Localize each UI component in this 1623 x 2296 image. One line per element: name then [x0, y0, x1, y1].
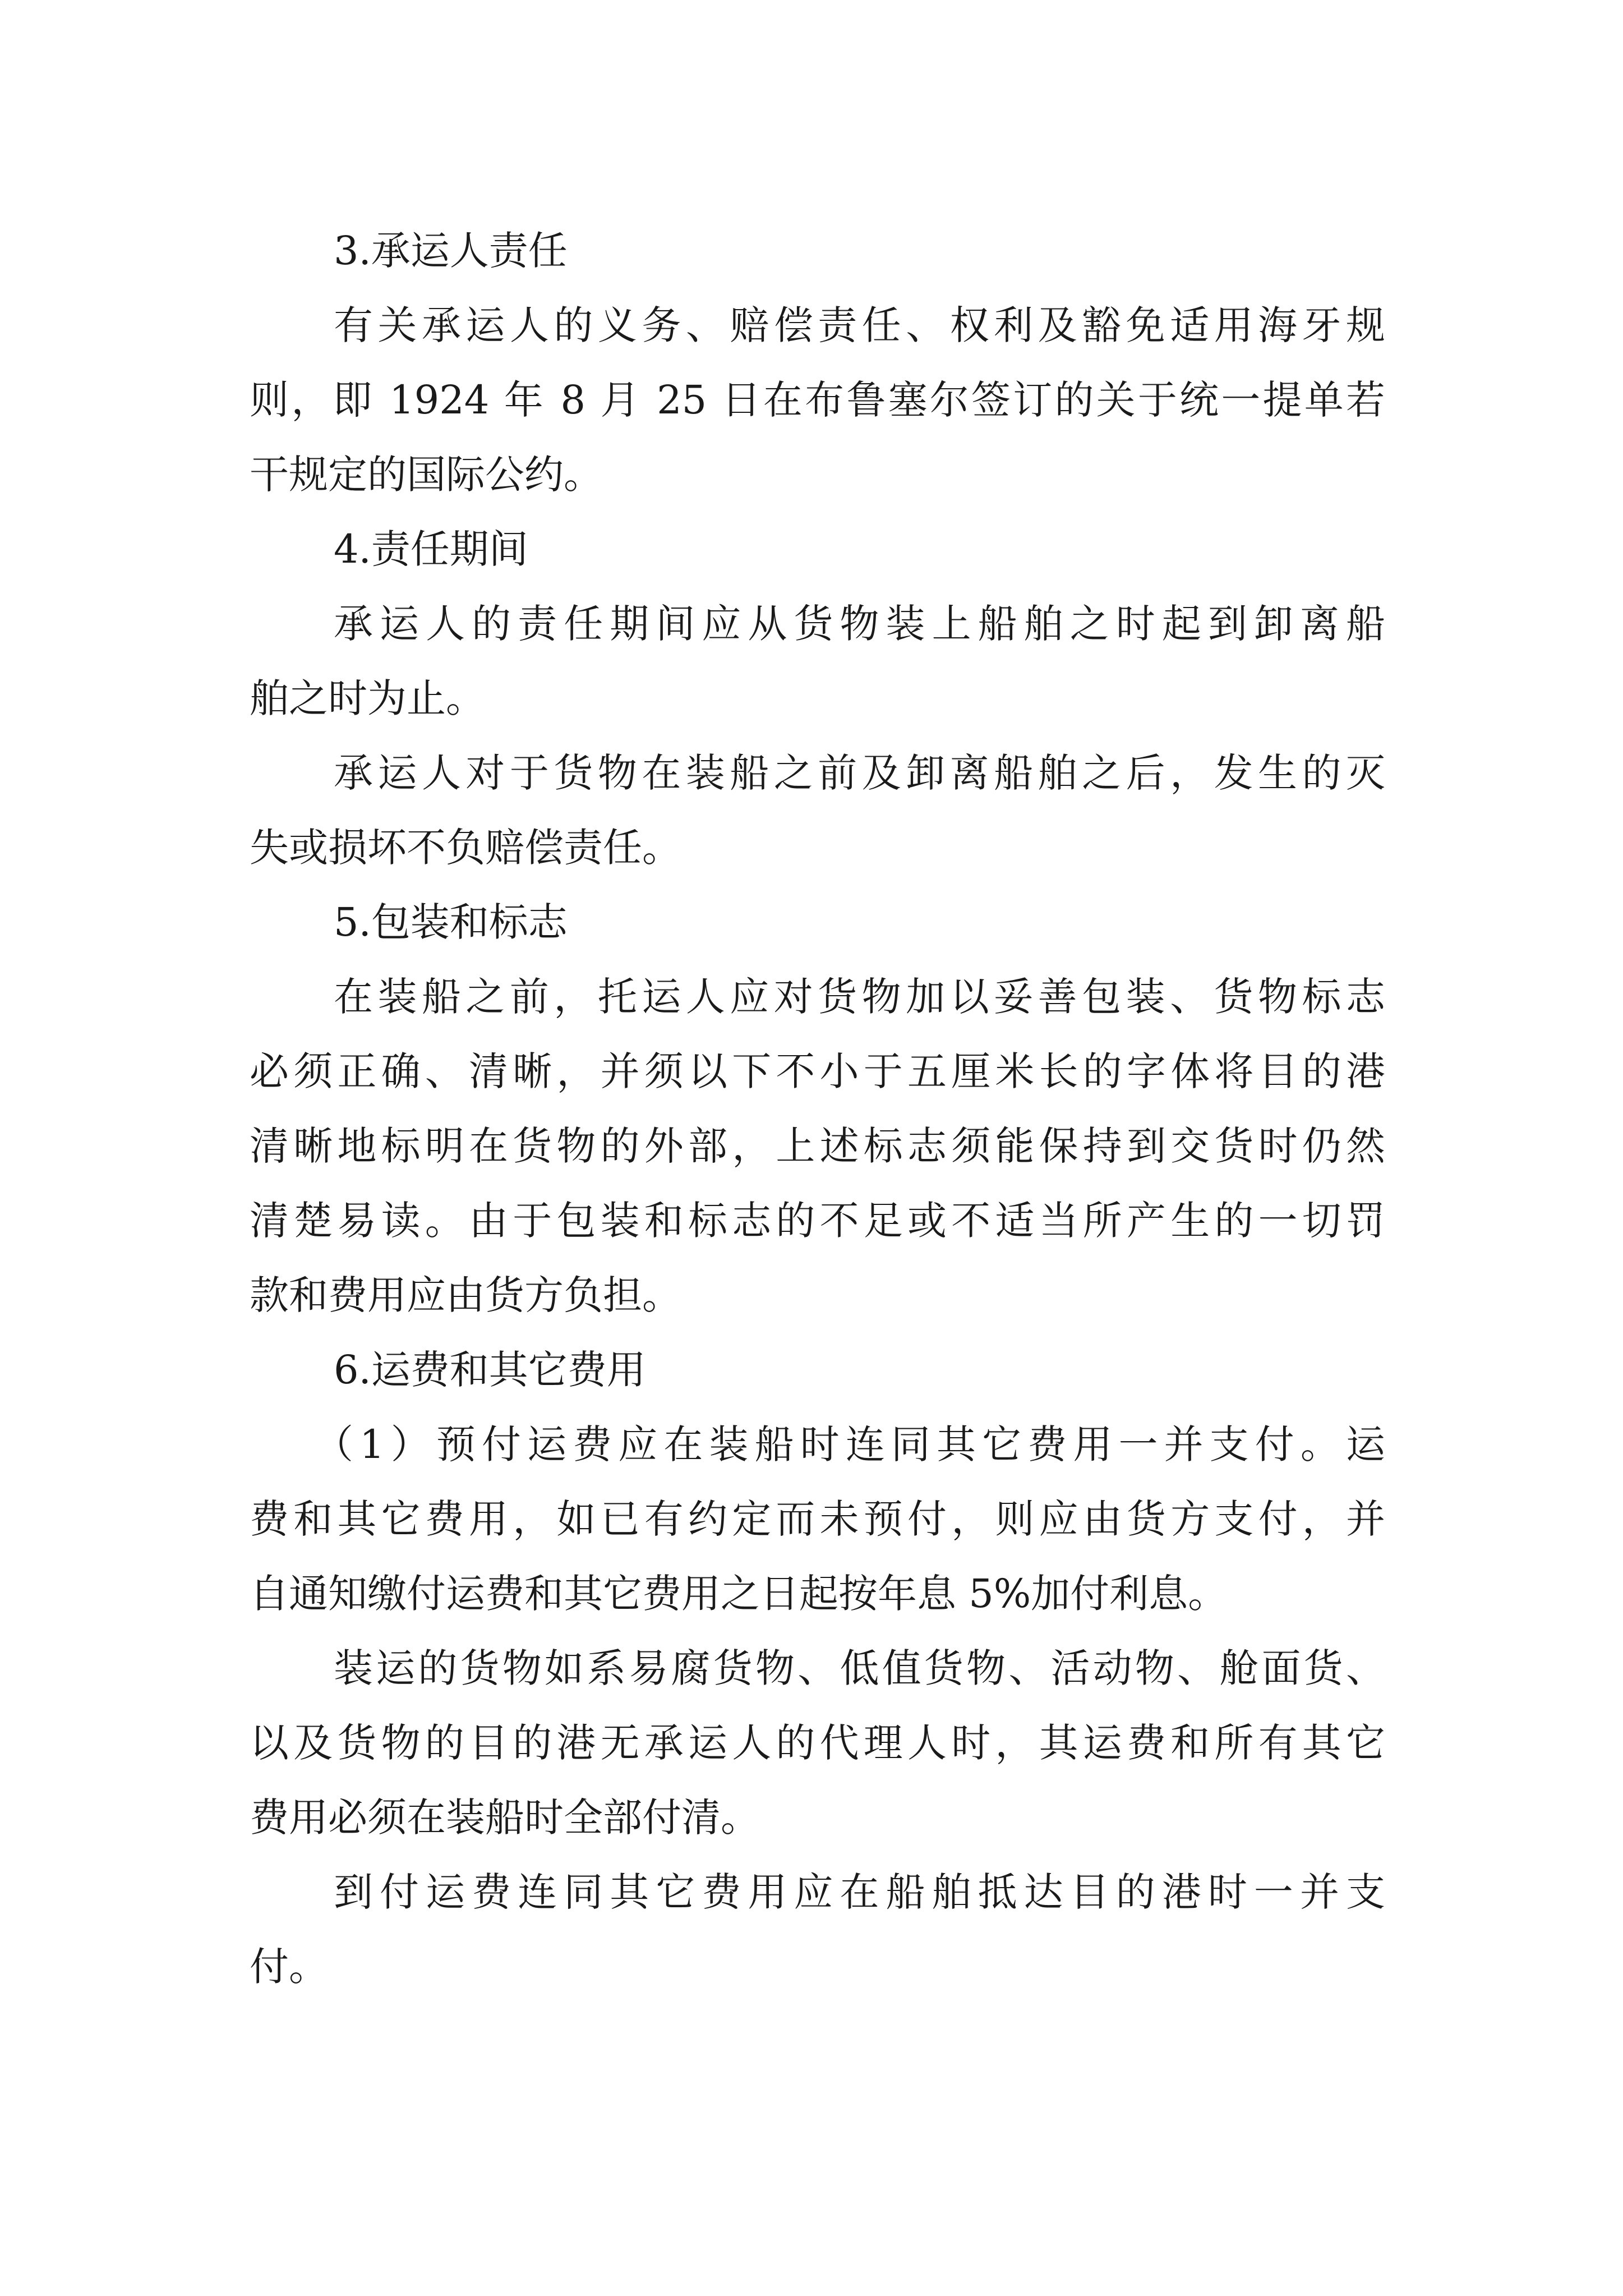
paragraph-line: （1）预付运费应在装船时连同其它费用一并支付。运 [314, 1421, 1385, 1467]
paragraph-line: 到付运费连同其它费用应在船舶抵达目的港时一并支 [334, 1869, 1385, 1915]
paragraph-line: 付。 [250, 1944, 328, 1990]
section-heading-3: 3.承运人责任 [334, 228, 568, 274]
paragraph-line: 舶之时为止。 [250, 675, 485, 721]
section-heading-6: 6.运费和其它费用 [334, 1347, 646, 1393]
paragraph-line: 以及货物的目的港无承运人的代理人时，其运费和所有其它 [250, 1720, 1385, 1766]
paragraph-line: 在装船之前，托运人应对货物加以妥善包装、货物标志 [334, 974, 1385, 1020]
paragraph-line: 自通知缴付运费和其它费用之日起按年息 5%加付利息。 [250, 1571, 1228, 1617]
document-body [250, 214, 1385, 2004]
paragraph-line: 款和费用应由货方负担。 [250, 1272, 681, 1318]
section-heading-5: 5.包装和标志 [334, 899, 568, 945]
paragraph-line: 清晰地标明在货物的外部，上述标志须能保持到交货时仍然 [250, 1123, 1385, 1169]
paragraph-line: 费用必须在装船时全部付清。 [250, 1795, 760, 1841]
paragraph-line: 承运人的责任期间应从货物装上船舶之时起到卸离船 [334, 601, 1385, 647]
paragraph-line: 则，即 1924 年 8 月 25 日在布鲁塞尔签订的关于统一提单若 [250, 377, 1385, 423]
paragraph-line: 承运人对于货物在装船之前及卸离船舶之后，发生的灭 [334, 750, 1385, 796]
section-heading-4: 4.责任期间 [334, 526, 528, 572]
paragraph-line: 失或损坏不负赔偿责任。 [250, 825, 681, 871]
paragraph-line: 必须正确、清晰，并须以下不小于五厘米长的字体将目的港 [250, 1048, 1385, 1094]
paragraph-line: 有关承运人的义务、赔偿责任、权利及豁免适用海牙规 [334, 302, 1385, 348]
paragraph-line: 费和其它费用，如已有约定而未预付，则应由货方支付，并 [250, 1496, 1385, 1542]
paragraph-line: 干规定的国际公约。 [250, 452, 603, 498]
paragraph-line: 清楚易读。由于包装和标志的不足或不适当所产生的一切罚 [250, 1198, 1385, 1244]
paragraph-line: 装运的货物如系易腐货物、低值货物、活动物、舱面货、 [334, 1645, 1385, 1691]
